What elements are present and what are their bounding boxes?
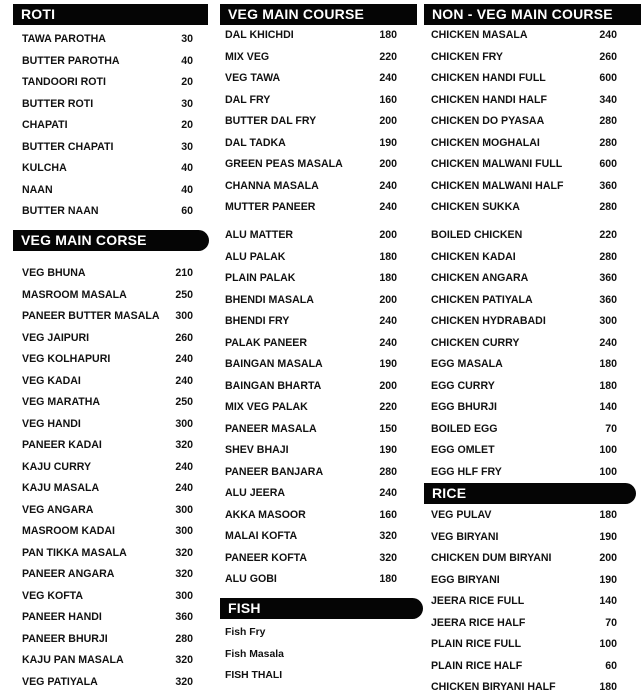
menu-item-price: 70 — [605, 422, 617, 435]
menu-item — [22, 31, 193, 47]
menu-item-name: TANDOORI ROTI — [22, 76, 106, 88]
menu-item — [22, 351, 193, 367]
menu-item-name: VEG BIRYANI — [431, 530, 499, 543]
menu-item-price: 30 — [181, 140, 193, 153]
menu-item — [225, 135, 397, 151]
menu-item-name: MASROOM KADAI — [22, 525, 115, 537]
menu-item-name: EGG CURRY — [431, 379, 495, 392]
section-header-non-veg: NON - VEG MAIN COURSE — [424, 4, 641, 25]
menu-item-name: PLAIN RICE FULL — [431, 638, 522, 650]
menu-item-price: 280 — [599, 136, 617, 149]
menu-item — [22, 160, 193, 176]
menu-item — [225, 70, 397, 86]
menu-item-price: 320 — [379, 530, 397, 542]
menu-item-price: 180 — [599, 379, 617, 392]
menu-item-price: 280 — [599, 201, 617, 213]
menu-item-name: CHICKEN MOGHALAI — [431, 136, 540, 149]
menu-item — [22, 674, 193, 690]
menu-item — [431, 679, 617, 695]
menu-item — [22, 566, 193, 582]
menu-item-price: 70 — [605, 616, 617, 629]
menu-item-price: 320 — [175, 439, 193, 451]
menu-item — [22, 53, 193, 69]
menu-item — [225, 571, 397, 587]
menu-item — [225, 92, 397, 108]
menu-item — [431, 70, 617, 86]
menu-item — [225, 199, 397, 215]
menu-item-price: 200 — [379, 158, 397, 170]
menu-item-name: CHICKEN KADAI — [431, 250, 516, 263]
menu-item-price: 280 — [599, 115, 617, 127]
menu-item-price: 300 — [175, 525, 193, 537]
menu-item-price: 190 — [379, 358, 397, 370]
menu-item — [431, 113, 617, 129]
menu-item — [22, 308, 193, 324]
menu-item-name: VEG PATIYALA — [22, 675, 98, 688]
menu-item-name: MUTTER PANEER — [225, 201, 316, 213]
menu-item-name: PANEER BUTTER MASALA — [22, 310, 160, 322]
menu-item — [22, 416, 193, 432]
menu-item-name: KAJU CURRY — [22, 460, 92, 473]
menu-item-price: 240 — [379, 336, 397, 349]
menu-item-price: 250 — [175, 288, 193, 301]
menu-item — [22, 139, 193, 155]
menu-item-name: TAWA PAROTHA — [22, 33, 106, 45]
menu-item — [225, 356, 397, 372]
menu-item-price: 240 — [379, 72, 397, 84]
menu-item-price: 220 — [379, 401, 397, 413]
menu-item-price: 240 — [379, 179, 397, 192]
menu-item-name: CHICKEN FRY — [431, 50, 503, 63]
menu-item-name: KULCHA — [22, 162, 67, 174]
menu-item-name: PALAK PANEER — [225, 336, 308, 349]
menu-item-price: 260 — [599, 50, 617, 63]
menu-item-name: CHICKEN MALWANI FULL — [431, 158, 563, 170]
menu-item-price: 220 — [599, 229, 617, 241]
menu-item-price: 180 — [379, 573, 397, 585]
menu-item-name: CHICKEN DO PYASAA — [431, 115, 545, 127]
menu-item-price: 280 — [175, 632, 193, 645]
section-header-veg-main-course: VEG MAIN COURSE — [220, 4, 417, 25]
menu-item-name: MASROOM MASALA — [22, 288, 127, 301]
menu-item-price: 30 — [181, 97, 193, 110]
menu-item-price: 200 — [379, 115, 397, 127]
menu-item — [431, 178, 617, 194]
menu-item-name: EGG OMLET — [431, 444, 495, 456]
menu-item-price: 190 — [599, 530, 617, 543]
menu-item-price: 360 — [599, 293, 617, 306]
menu-item — [22, 287, 193, 303]
menu-item-name: CHICKEN MASALA — [431, 29, 528, 41]
menu-item — [431, 529, 617, 545]
menu-item-price: 300 — [599, 315, 617, 327]
menu-item — [22, 182, 193, 198]
menu-item — [225, 378, 397, 394]
menu-item — [22, 437, 193, 453]
menu-item — [431, 156, 617, 172]
menu-item — [431, 658, 617, 674]
menu-item — [431, 378, 617, 394]
menu-item-name: NAAN — [22, 183, 53, 196]
menu-item — [431, 270, 617, 286]
menu-item-name: CHICKEN ANGARA — [431, 272, 529, 284]
menu-item-name: VEG KADAI — [22, 374, 81, 387]
menu-item-price: 320 — [175, 546, 193, 559]
menu-item — [431, 227, 617, 243]
menu-item-price: 190 — [599, 573, 617, 586]
menu-item-price: 600 — [599, 158, 617, 170]
menu-item-name: BHENDI FRY — [225, 315, 290, 327]
menu-item-name: PAN TIKKA MASALA — [22, 546, 127, 559]
menu-item — [225, 49, 397, 65]
menu-item-name: CHICKEN DUM BIRYANI — [431, 552, 552, 564]
menu-item-price: 20 — [181, 76, 193, 88]
menu-item-name: CHICKEN BIRYANI HALF — [431, 681, 556, 693]
menu-item — [225, 399, 397, 415]
menu-item-price: 60 — [605, 659, 617, 672]
menu-item-price: 100 — [599, 444, 617, 456]
menu-item-price: 240 — [599, 29, 617, 41]
menu-item — [431, 615, 617, 631]
menu-item-price: 140 — [599, 401, 617, 413]
menu-item-price: 600 — [599, 72, 617, 84]
menu-item-price: 280 — [379, 465, 397, 478]
menu-item-name: MIX VEG — [225, 50, 270, 63]
menu-item-price: 250 — [175, 396, 193, 408]
menu-item — [225, 507, 397, 523]
menu-item — [225, 464, 397, 480]
menu-item-price: 30 — [181, 33, 193, 45]
menu-item — [431, 313, 617, 329]
menu-item-price: 200 — [379, 293, 397, 306]
menu-item-price: 180 — [599, 509, 617, 521]
menu-item — [431, 292, 617, 308]
menu-item — [225, 421, 397, 437]
menu-item-name: VEG PULAV — [431, 509, 492, 521]
menu-item-name: KAJU PAN MASALA — [22, 654, 124, 666]
menu-item — [225, 249, 397, 265]
menu-item-price: 320 — [379, 551, 397, 564]
menu-item — [22, 117, 193, 133]
menu-item — [22, 480, 193, 496]
menu-item-name: VEG ANGARA — [22, 503, 94, 516]
section-header-roti: ROTI — [13, 4, 208, 25]
menu-item-price: 150 — [379, 422, 397, 435]
menu-item — [431, 199, 617, 215]
menu-item-price: 180 — [379, 29, 397, 41]
menu-item-price: 100 — [599, 638, 617, 650]
menu-item-name: BUTTER NAAN — [22, 205, 99, 217]
menu-item — [225, 292, 397, 308]
menu-item-name: MALAI KOFTA — [225, 530, 298, 542]
menu-item-price: 280 — [599, 250, 617, 263]
menu-item-price: 220 — [379, 50, 397, 63]
menu-item — [22, 96, 193, 112]
menu-item-name: BAINGAN BHARTA — [225, 379, 322, 392]
menu-item-name: VEG HANDI — [22, 417, 81, 430]
menu-item-price: 320 — [175, 568, 193, 580]
menu-item-price: 100 — [599, 465, 617, 478]
menu-item-price: 360 — [599, 179, 617, 192]
menu-item — [22, 545, 193, 561]
menu-item-price: 40 — [181, 54, 193, 67]
menu-item — [431, 135, 617, 151]
menu-item — [22, 523, 193, 539]
menu-item-price: 190 — [379, 444, 397, 456]
menu-item-name: VEG MARATHA — [22, 396, 101, 408]
menu-item-name: ALU MATTER — [225, 229, 294, 241]
menu-item — [22, 373, 193, 389]
menu-item — [225, 270, 397, 286]
section-header-fish: FISH — [220, 598, 423, 619]
menu-item-name: CHICKEN SUKKA — [431, 201, 520, 213]
menu-item — [22, 652, 193, 668]
menu-item-name: BOILED CHICKEN — [431, 229, 523, 241]
menu-item — [225, 442, 397, 458]
menu-item-price: 140 — [599, 595, 617, 607]
menu-item-price: 190 — [379, 136, 397, 149]
menu-item — [225, 668, 397, 684]
menu-item — [22, 74, 193, 90]
menu-item-name: PANEER MASALA — [225, 422, 317, 435]
menu-item — [431, 27, 617, 43]
menu-item-price: 20 — [181, 119, 193, 131]
menu-item-name: CHICKEN HANDI HALF — [431, 93, 547, 106]
menu-item-name: PANEER BHURJI — [22, 632, 108, 645]
menu-item-name: EGG MASALA — [431, 358, 503, 370]
section-header-rice: RICE — [424, 483, 636, 504]
menu-item-name: DAL TADKA — [225, 136, 286, 149]
menu-item-price: 240 — [175, 353, 193, 365]
menu-item — [431, 356, 617, 372]
menu-item-price: 360 — [175, 611, 193, 623]
menu-item-name: DAL KHICHDI — [225, 29, 294, 41]
section-header-veg-main-corse: VEG MAIN CORSE — [13, 230, 209, 251]
menu-item — [225, 313, 397, 329]
menu-item-name: PANEER KOFTA — [225, 551, 308, 564]
menu-item — [431, 399, 617, 415]
menu-item-price: 240 — [599, 336, 617, 349]
menu-item — [225, 528, 397, 544]
menu-item-name: CHICKEN HANDI FULL — [431, 72, 546, 84]
menu-item — [431, 92, 617, 108]
menu-item-name: BUTTER DAL FRY — [225, 115, 317, 127]
menu-item-name: ALU GOBI — [225, 573, 277, 585]
menu-item-price: 240 — [379, 487, 397, 499]
menu-item — [431, 464, 617, 480]
menu-item-price: 320 — [175, 675, 193, 688]
menu-item-name: DAL FRY — [225, 93, 271, 106]
menu-item-name: BUTTER ROTI — [22, 97, 94, 110]
menu-item-price: 40 — [181, 162, 193, 174]
menu-item — [225, 625, 397, 641]
menu-item — [225, 485, 397, 501]
menu-item — [431, 49, 617, 65]
menu-item — [22, 588, 193, 604]
menu-item-name: CHAPATI — [22, 119, 68, 131]
menu-item-price: 240 — [379, 315, 397, 327]
menu-item — [225, 227, 397, 243]
menu-item-price: 300 — [175, 417, 193, 430]
menu-item-name: SHEV BHAJI — [225, 444, 289, 456]
menu-item-price: 60 — [181, 205, 193, 217]
menu-item — [225, 550, 397, 566]
menu-item — [431, 442, 617, 458]
menu-item-price: 240 — [175, 460, 193, 473]
menu-item-name: BOILED EGG — [431, 422, 498, 435]
menu-item-price: 180 — [599, 681, 617, 693]
menu-item-name: PLAIN RICE HALF — [431, 659, 523, 672]
menu-item — [22, 330, 193, 346]
menu-item-name: ALU JEERA — [225, 487, 286, 499]
menu-item-price: 240 — [175, 482, 193, 494]
menu-item-price: 180 — [379, 272, 397, 284]
menu-item-price: 320 — [175, 654, 193, 666]
menu-item-name: PANEER ANGARA — [22, 568, 115, 580]
menu-item-name: ALU PALAK — [225, 250, 286, 263]
menu-item — [225, 27, 397, 43]
menu-item-name: Fish Masala — [225, 648, 284, 660]
menu-item — [431, 593, 617, 609]
menu-item-price: 200 — [379, 379, 397, 392]
menu-item — [431, 249, 617, 265]
menu-item-name: JEERA RICE HALF — [431, 616, 526, 629]
menu-item-name: GREEN PEAS MASALA — [225, 158, 343, 170]
menu-item-price: 160 — [379, 93, 397, 106]
menu-item-name: Fish Fry — [225, 627, 266, 638]
menu-item-name: BAINGAN MASALA — [225, 358, 323, 370]
menu-item-name: EGG HLF FRY — [431, 465, 502, 478]
menu-item-name: CHICKEN PATIYALA — [431, 293, 533, 306]
menu-item-name: CHICKEN MALWANI HALF — [431, 179, 564, 192]
menu-item-price: 180 — [379, 250, 397, 263]
menu-item — [225, 156, 397, 172]
menu-item-price: 200 — [379, 229, 397, 241]
menu-item-price: 340 — [599, 93, 617, 106]
menu-item-name: PLAIN PALAK — [225, 272, 296, 284]
menu-item-price: 360 — [599, 272, 617, 284]
menu-item — [225, 335, 397, 351]
menu-item-price: 300 — [175, 310, 193, 322]
menu-item-price: 240 — [379, 201, 397, 213]
menu-item-price: 160 — [379, 508, 397, 521]
menu-item — [22, 609, 193, 625]
menu-item — [431, 550, 617, 566]
menu-item — [22, 631, 193, 647]
menu-item — [431, 335, 617, 351]
menu-item-price: 40 — [181, 183, 193, 196]
menu-item-price: 180 — [599, 358, 617, 370]
menu-item-name: PANEER BANJARA — [225, 465, 324, 478]
menu-item — [225, 647, 397, 663]
menu-item-name: BUTTER PAROTHA — [22, 54, 120, 67]
menu-item-name: BHENDI MASALA — [225, 293, 314, 306]
menu-item — [431, 572, 617, 588]
menu-item-price: 260 — [175, 331, 193, 344]
menu-item — [22, 203, 193, 219]
menu-item-name: MIX VEG PALAK — [225, 401, 308, 413]
menu-item-price: 300 — [175, 503, 193, 516]
menu-item — [22, 265, 193, 281]
menu-item — [225, 113, 397, 129]
menu-item — [431, 421, 617, 437]
menu-item-name: FISH THALI — [225, 670, 283, 681]
menu-item-name: EGG BIRYANI — [431, 573, 500, 586]
menu-item-name: VEG BHUNA — [22, 267, 86, 279]
menu-item-name: VEG TAWA — [225, 72, 281, 84]
menu-item-name: PANEER HANDI — [22, 611, 102, 623]
menu-item-name: AKKA MASOOR — [225, 508, 306, 521]
menu-item-name: CHICKEN CURRY — [431, 336, 520, 349]
menu-item-price: 240 — [175, 374, 193, 387]
menu-item — [431, 636, 617, 652]
menu-item-name: EGG BHURJI — [431, 401, 497, 413]
menu-item — [22, 459, 193, 475]
menu-item — [22, 394, 193, 410]
menu-item-name: VEG KOLHAPURI — [22, 353, 111, 365]
menu-item-name: CHICKEN HYDRABADI — [431, 315, 546, 327]
menu-item-name: VEG JAIPURI — [22, 331, 90, 344]
menu-item-name: KAJU MASALA — [22, 482, 100, 494]
menu-item — [431, 507, 617, 523]
menu-item-name: CHANNA MASALA — [225, 179, 319, 192]
menu-item-name: PANEER KADAI — [22, 439, 102, 451]
menu-item-price: 210 — [175, 267, 193, 279]
menu-item-name: JEERA RICE FULL — [431, 595, 525, 607]
menu-item — [22, 502, 193, 518]
menu-item-price: 200 — [599, 552, 617, 564]
menu-item-name: BUTTER CHAPATI — [22, 140, 114, 153]
menu-item — [225, 178, 397, 194]
menu-item-price: 300 — [175, 589, 193, 602]
menu-item-name: VEG KOFTA — [22, 589, 84, 602]
